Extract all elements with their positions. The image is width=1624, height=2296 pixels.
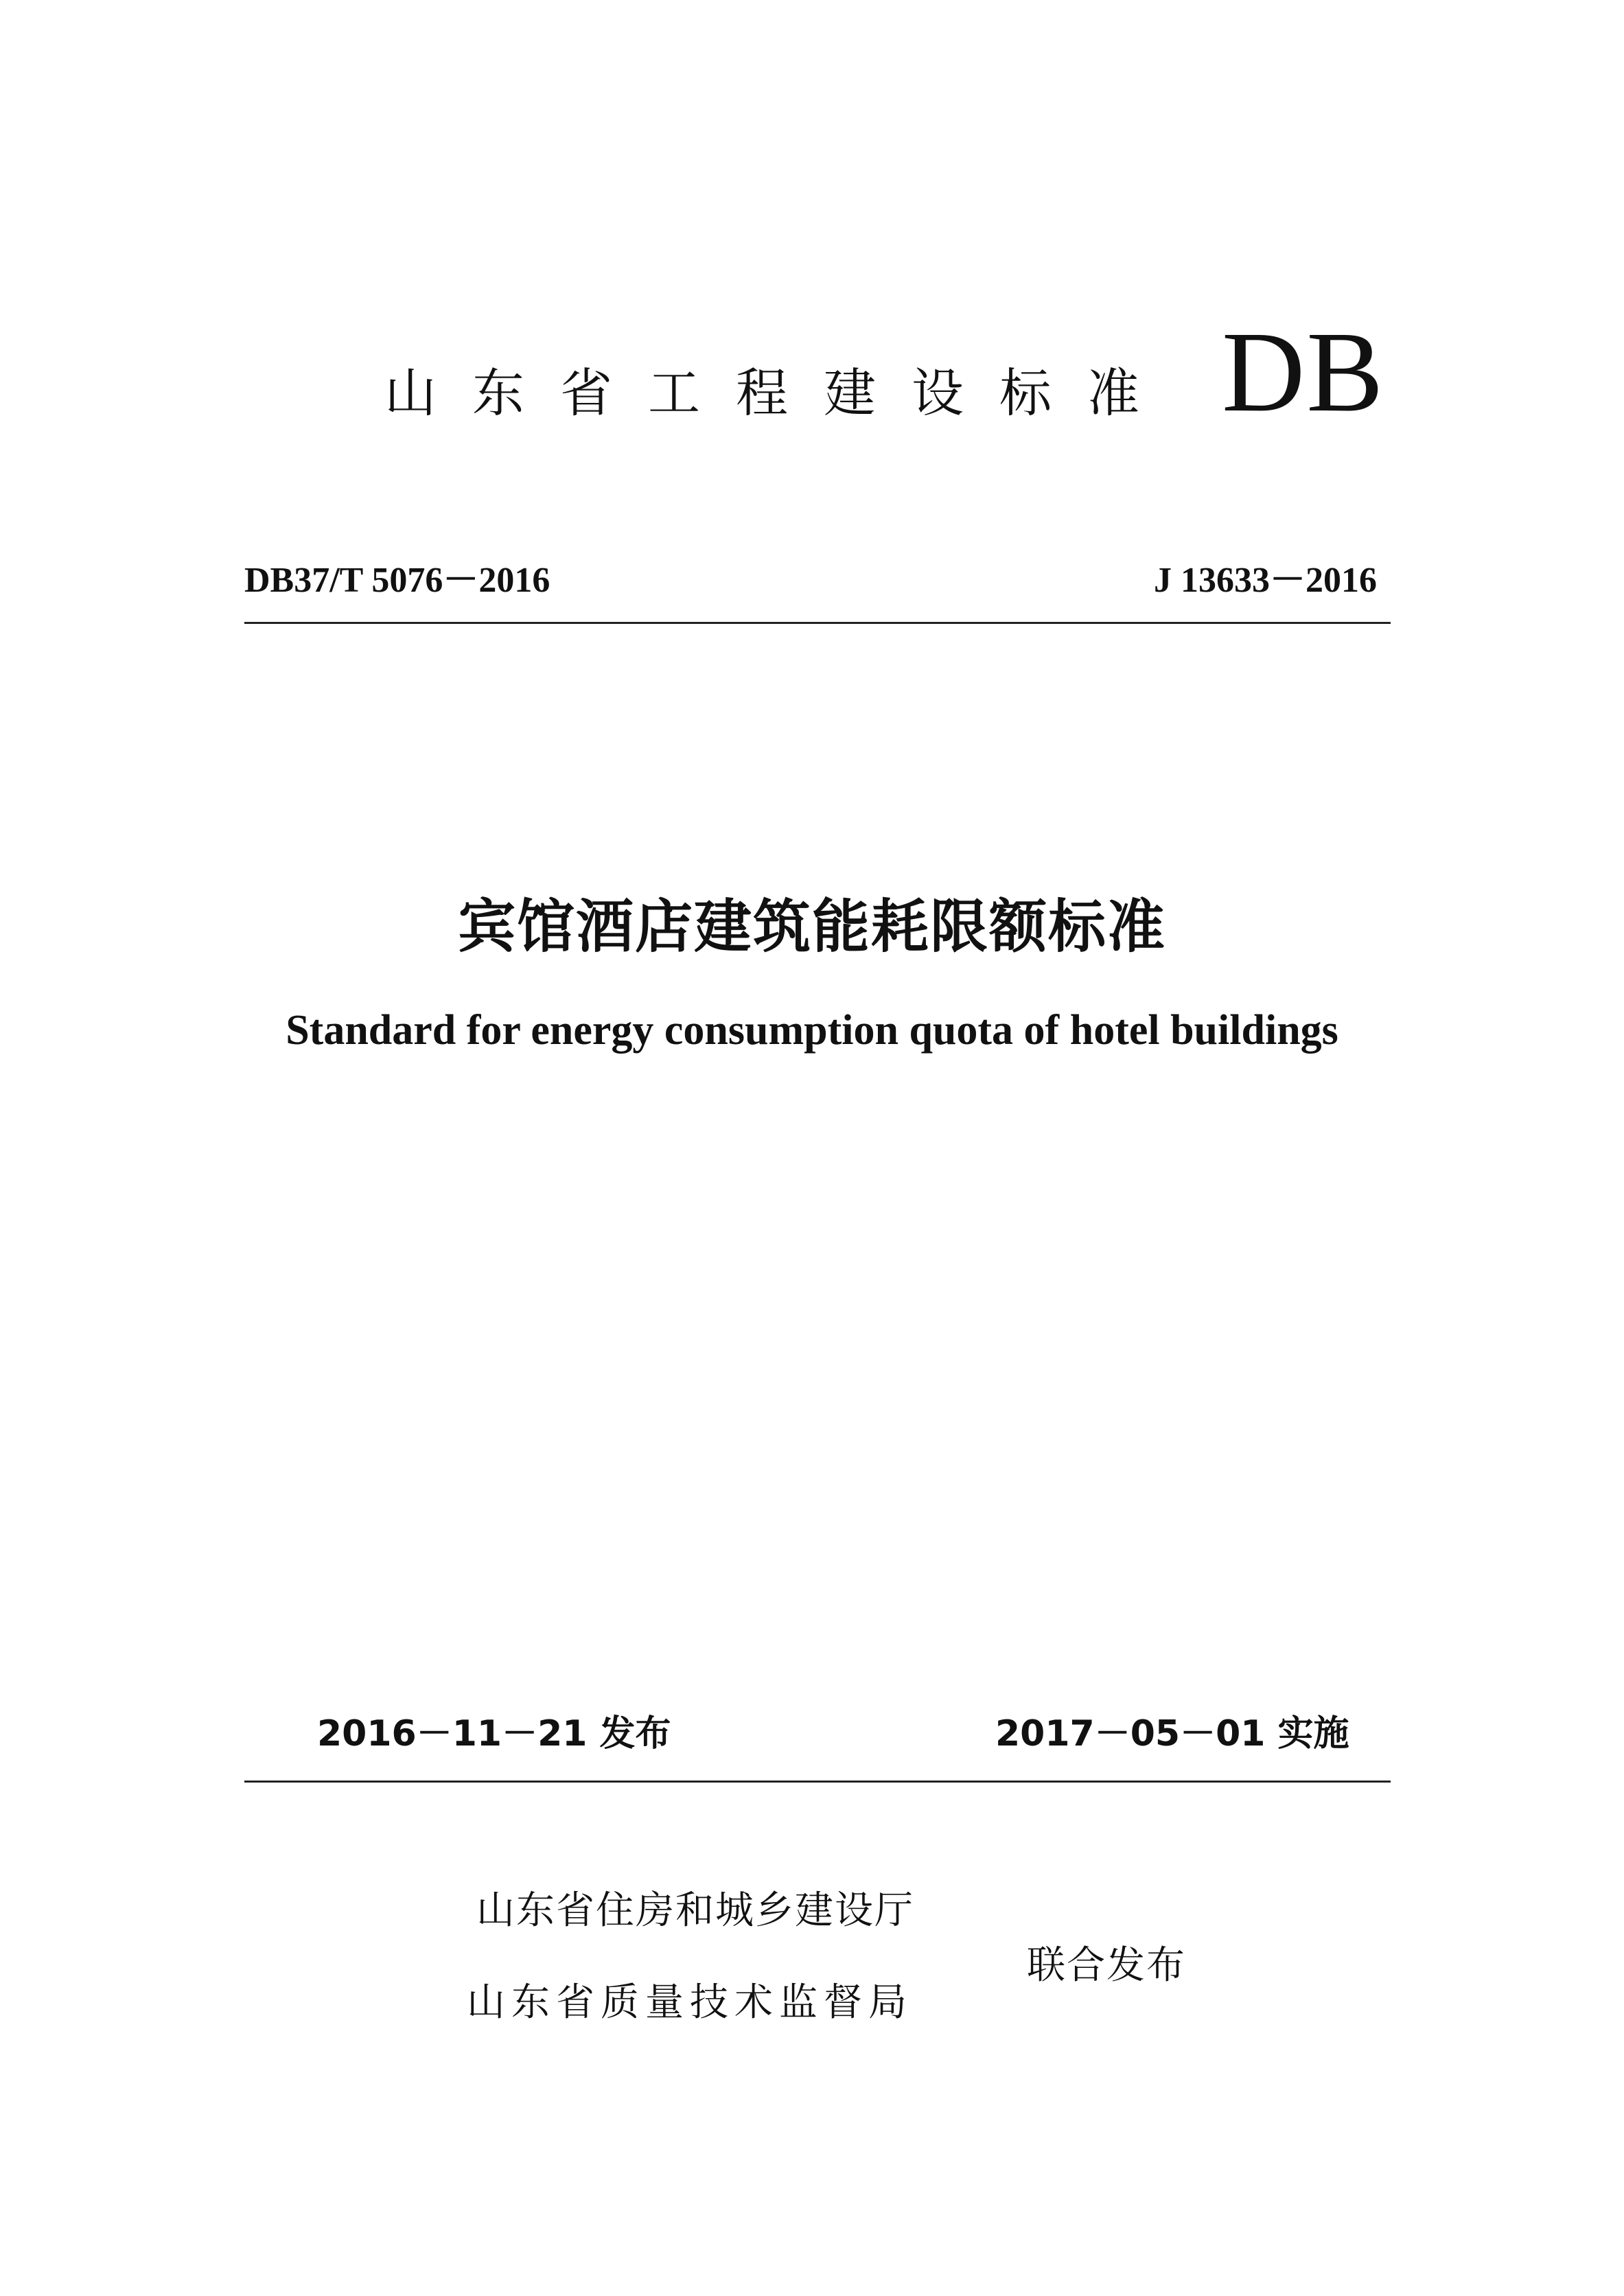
implementation-date: 2017－05－01 实施: [995, 1713, 1349, 1754]
record-number: J 13633－2016: [1153, 561, 1377, 600]
db-logo: DB: [1222, 308, 1385, 436]
issuer-quality-bureau: 山东省质量技术监督局: [467, 1980, 913, 2025]
bottom-divider: [244, 1781, 1391, 1783]
document-title-chinese: 宾馆酒店建筑能耗限额标准: [457, 893, 1166, 960]
top-divider: [244, 622, 1391, 624]
series-title: 山东省工程建设标准: [384, 362, 1175, 424]
issuer-housing-department: 山东省住房和城乡建设厅: [476, 1888, 914, 1933]
document-title-english: Standard for energy consumption quota of hotel buildings: [286, 1007, 1338, 1054]
standard-number: DB37/T 5076－2016: [244, 561, 550, 600]
joint-issue-label: 联合发布: [1027, 1943, 1186, 1988]
issue-date: 2016－11－21 发布: [317, 1713, 671, 1754]
